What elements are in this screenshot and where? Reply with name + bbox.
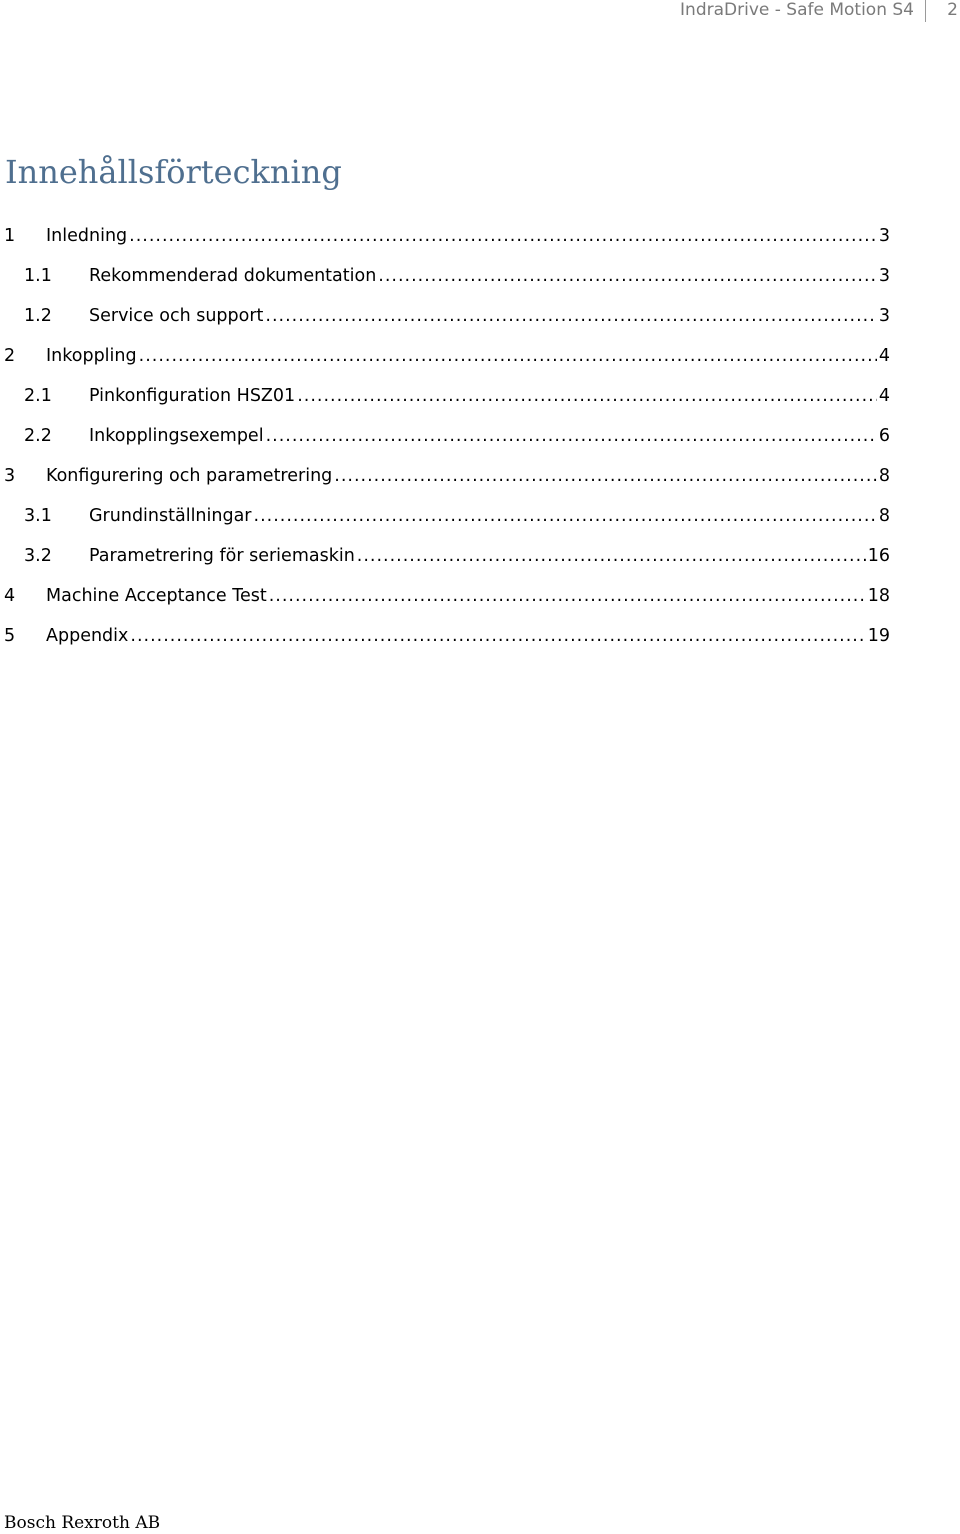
toc-dot-leader xyxy=(297,382,877,410)
header-divider xyxy=(925,0,926,22)
toc-entry-1-1[interactable] xyxy=(4,262,890,302)
toc-entry-page[interactable]: 18 xyxy=(867,586,890,606)
toc-entry-title[interactable]: Konfigurering och parametrering xyxy=(46,466,333,486)
toc-entry-3[interactable] xyxy=(4,462,890,502)
toc-entry-3-1[interactable] xyxy=(4,502,890,542)
toc-entry-page[interactable]: 4 xyxy=(878,386,890,406)
toc-entry-2-1[interactable] xyxy=(4,382,890,422)
toc-entry-number: 1.2 xyxy=(24,306,52,326)
toc-entry-page[interactable]: 3 xyxy=(878,226,890,246)
toc-dot-leader xyxy=(265,302,876,330)
toc-entry-title[interactable]: Appendix xyxy=(46,626,129,646)
toc-entry-number: 2.2 xyxy=(24,426,52,446)
toc-dot-leader xyxy=(254,502,877,530)
toc-entry-number: 1.1 xyxy=(24,266,52,286)
footer-company: Bosch Rexroth AB xyxy=(4,1513,161,1533)
toc-entry-2-2[interactable] xyxy=(4,422,890,462)
toc-dot-leader xyxy=(129,222,877,250)
toc-entry-page[interactable]: 8 xyxy=(878,506,890,526)
toc-entry-title[interactable]: Inkopplingsexempel xyxy=(89,426,264,446)
toc-entry-number: 3.1 xyxy=(24,506,52,526)
toc-dot-leader xyxy=(139,342,877,370)
toc-entry-number: 1 xyxy=(4,226,16,246)
toc-entry-title[interactable]: Pinkonfiguration HSZ01 xyxy=(89,386,296,406)
toc-entry-page[interactable]: 16 xyxy=(867,546,890,566)
toc-dot-leader xyxy=(334,462,877,490)
toc-dot-leader xyxy=(130,622,865,650)
toc-entry-page[interactable]: 4 xyxy=(878,346,890,366)
page-header xyxy=(0,0,960,22)
toc-entry-page[interactable]: 6 xyxy=(878,426,890,446)
toc-entry-4[interactable] xyxy=(4,582,890,622)
toc-entry-1-2[interactable] xyxy=(4,302,890,342)
toc-entry-page[interactable]: 8 xyxy=(878,466,890,486)
toc-entry-page[interactable]: 3 xyxy=(878,306,890,326)
toc-entry-number: 3 xyxy=(4,466,16,486)
toc-entry-number: 2.1 xyxy=(24,386,52,406)
toc-entry-title[interactable]: Machine Acceptance Test xyxy=(46,586,267,606)
toc-dot-leader xyxy=(357,542,866,570)
toc-entry-page[interactable]: 3 xyxy=(878,266,890,286)
table-of-contents xyxy=(4,222,890,662)
toc-entry-title[interactable]: Grundinställningar xyxy=(89,506,252,526)
toc-dot-leader xyxy=(378,262,877,290)
toc-entry-number: 3.2 xyxy=(24,546,52,566)
toc-entry-title[interactable]: Inledning xyxy=(46,226,128,246)
toc-dot-leader xyxy=(269,582,866,610)
page-number: 2 xyxy=(947,0,958,20)
page-footer xyxy=(4,1512,160,1534)
document-title: IndraDrive - Safe Motion S4 xyxy=(680,0,914,20)
toc-entry-page[interactable]: 19 xyxy=(867,626,890,646)
toc-entry-3-2[interactable] xyxy=(4,542,890,582)
toc-entry-2[interactable] xyxy=(4,342,890,382)
toc-entry-number: 2 xyxy=(4,346,16,366)
toc-entry-1[interactable] xyxy=(4,222,890,262)
toc-entry-title[interactable]: Rekommenderad dokumentation xyxy=(89,266,377,286)
toc-entry-title[interactable]: Inkoppling xyxy=(46,346,137,366)
toc-entry-number: 5 xyxy=(4,626,16,646)
toc-heading: Innehållsförteckning xyxy=(5,153,342,191)
toc-entry-title[interactable]: Parametrering för seriemaskin xyxy=(89,546,355,566)
toc-entry-number: 4 xyxy=(4,586,16,606)
toc-dot-leader xyxy=(266,422,877,450)
toc-entry-title[interactable]: Service och support xyxy=(89,306,264,326)
toc-entry-5[interactable] xyxy=(4,622,890,662)
